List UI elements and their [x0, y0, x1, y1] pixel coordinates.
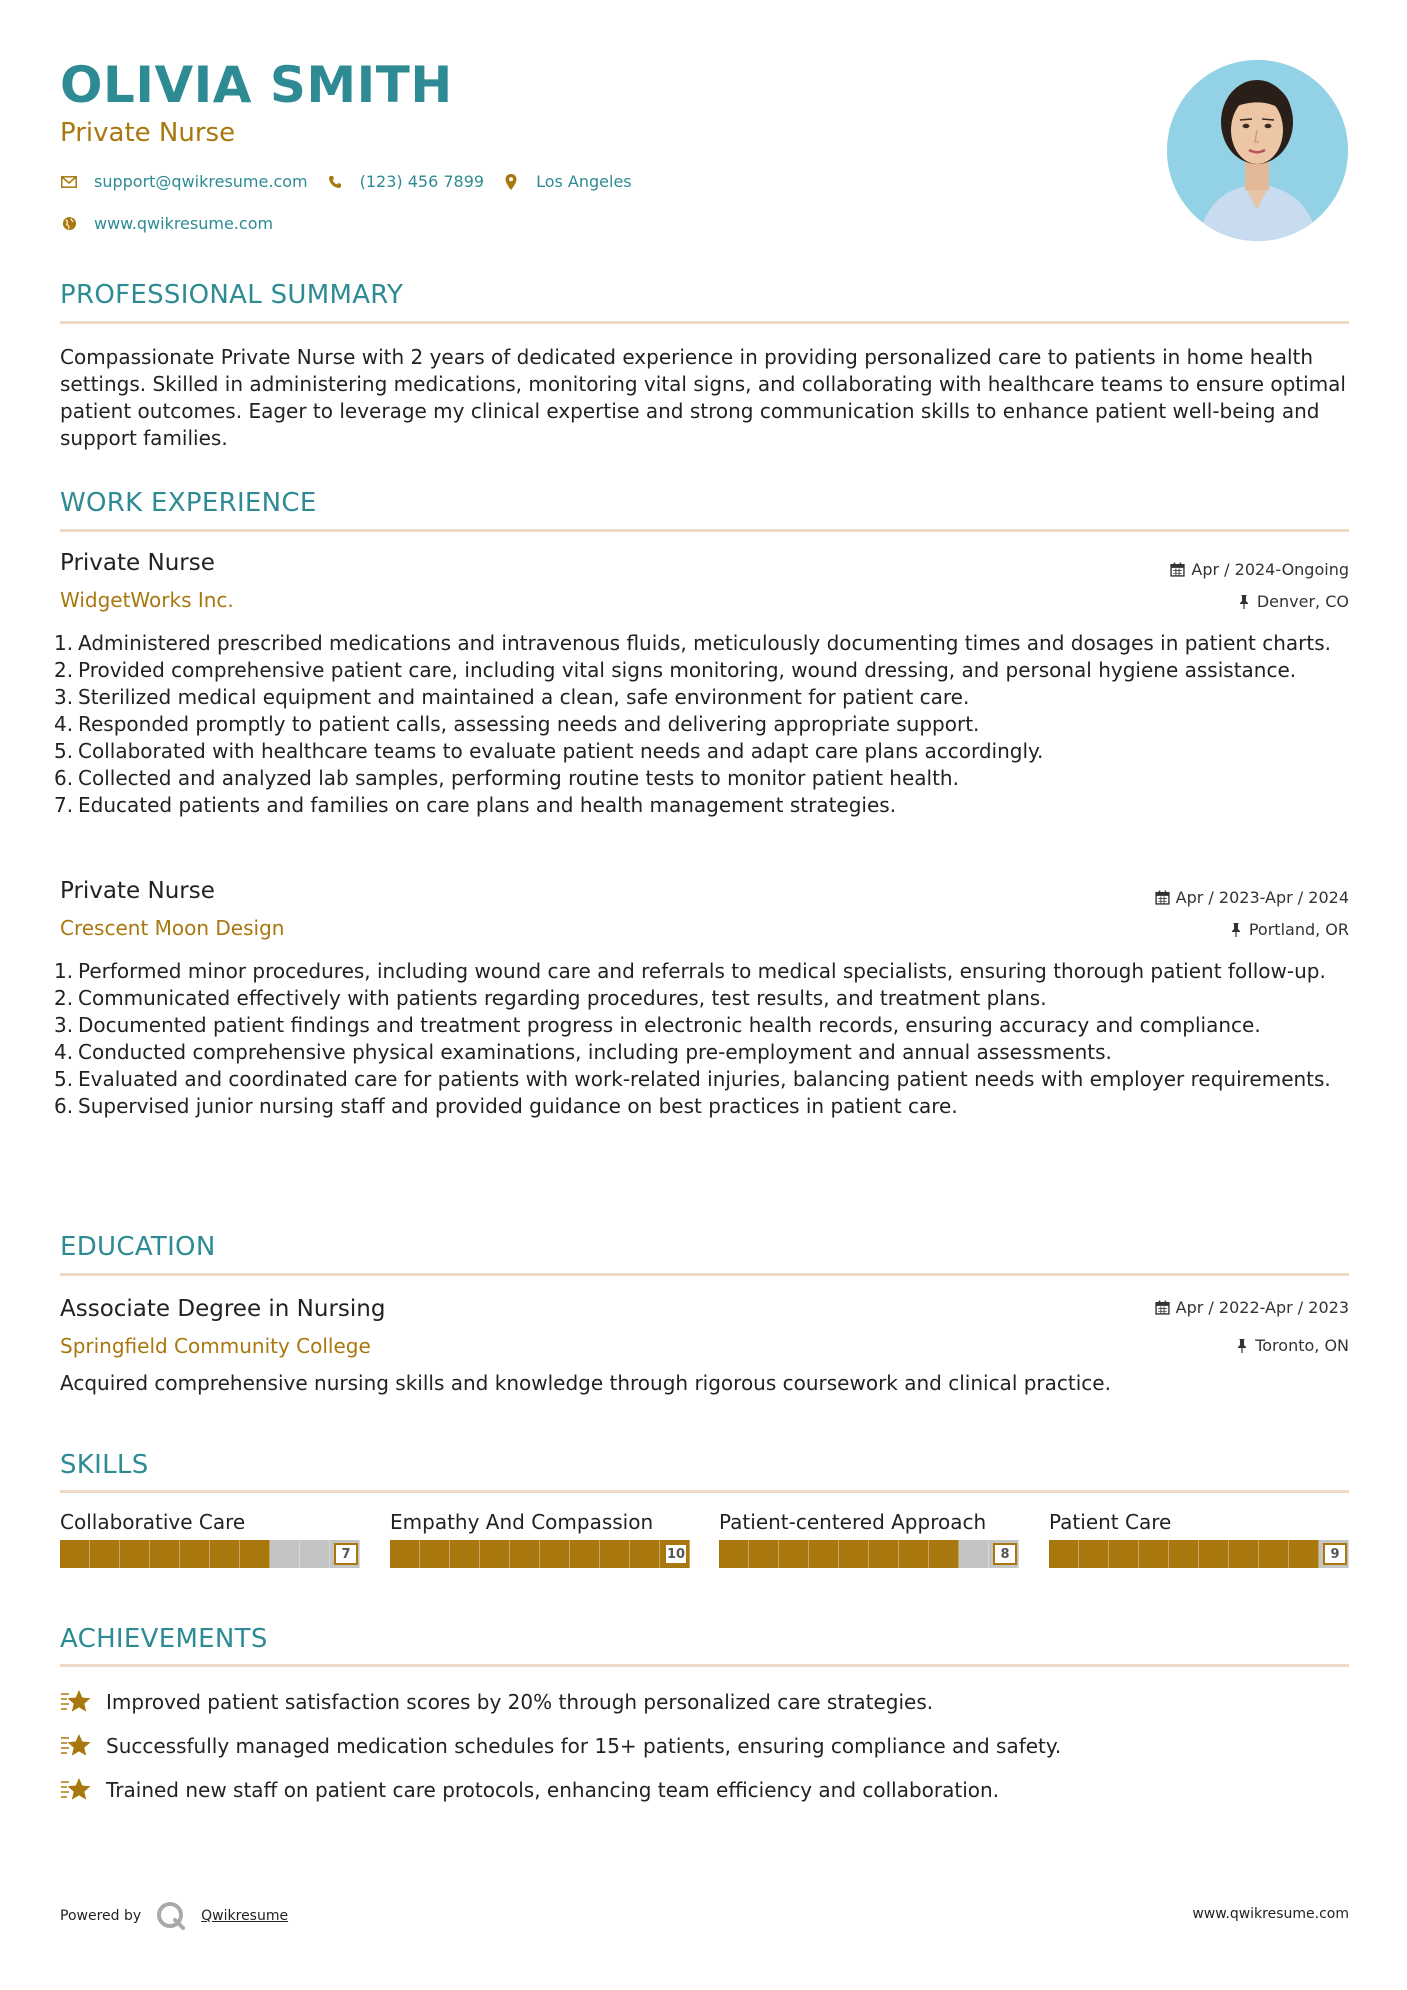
- bullet-text: Collected and analyzed lab samples, performing routine tests to monitor patient health.: [78, 766, 959, 790]
- skill-level-segment: [510, 1540, 540, 1568]
- skill-level-segment: [1139, 1540, 1169, 1568]
- job-bullet-item: [54, 630, 1360, 657]
- email-icon: [60, 173, 78, 191]
- job-bullet-item: [54, 1012, 1360, 1039]
- skill-level-bar: [719, 1540, 1019, 1568]
- section-divider: [60, 1273, 1349, 1276]
- skill-level-segment: [929, 1540, 959, 1568]
- education-dates-text: Apr / 2022-Apr / 2023: [1175, 1298, 1349, 1317]
- achievement-text: Improved patient satisfaction scores by 20% through personalized care strategies.: [106, 1690, 934, 1714]
- bullet-number: 5.: [54, 1067, 74, 1091]
- job-location: [1229, 920, 1349, 939]
- skill-level-segment: [420, 1540, 450, 1568]
- skill-level-segment: [300, 1540, 330, 1568]
- location-text: Los Angeles: [536, 172, 632, 191]
- skill-level-segment: [630, 1540, 660, 1568]
- bullet-number: 1.: [54, 959, 74, 983]
- section-divider: [60, 321, 1349, 324]
- job-bullet-item: [54, 958, 1360, 985]
- skill-level-segment: [779, 1540, 809, 1568]
- skill-level-segment: [90, 1540, 120, 1568]
- skill-name: Empathy And Compassion: [390, 1510, 654, 1534]
- bullet-text: Conducted comprehensive physical examinations, including pre-employment and annual assessments.: [78, 1040, 1112, 1064]
- bullet-text: Documented patient findings and treatment progress in electronic health records, ensuring accuracy and compliance.: [78, 1013, 1261, 1037]
- job-title: Private Nurse: [60, 878, 215, 904]
- job-bullet-item: [54, 1093, 1360, 1120]
- skill-level-segment: [839, 1540, 869, 1568]
- skill-level-segment: [1289, 1540, 1319, 1568]
- bullet-number: 6.: [54, 766, 74, 790]
- skill-level-segment: [210, 1540, 240, 1568]
- achievement-item: [60, 1688, 933, 1716]
- star-award-icon: [60, 1688, 92, 1716]
- skill-name: Patient Care: [1049, 1510, 1172, 1534]
- job-bullet-item: [54, 1039, 1360, 1066]
- skill-level-segment: [809, 1540, 839, 1568]
- skill-level-segment: [719, 1540, 749, 1568]
- skill-level-segment: [270, 1540, 300, 1568]
- skill-level-segment: [540, 1540, 570, 1568]
- section-divider: [60, 529, 1349, 532]
- bullet-number: 4.: [54, 712, 74, 736]
- bullet-number: 2.: [54, 658, 74, 682]
- achievement-item: [60, 1776, 999, 1804]
- achievement-item: [60, 1732, 1061, 1760]
- bullet-number: 3.: [54, 685, 74, 709]
- job-bullet-item: [54, 792, 1360, 819]
- skill-level-segment: [150, 1540, 180, 1568]
- candidate-name: OLIVIA SMITH: [60, 56, 453, 114]
- job-bullet-item: [54, 657, 1360, 684]
- job-company: WidgetWorks Inc.: [60, 588, 234, 612]
- bullet-text: Sterilized medical equipment and maintained a clean, safe environment for patient care.: [78, 685, 970, 709]
- pushpin-icon: [1237, 594, 1251, 609]
- bullet-number: 2.: [54, 986, 74, 1010]
- bullet-number: 3.: [54, 1013, 74, 1037]
- job-title: Private Nurse: [60, 550, 215, 576]
- job-dates-text: Apr / 2024-Ongoing: [1191, 560, 1349, 579]
- candidate-role: Private Nurse: [60, 118, 236, 148]
- bullet-number: 4.: [54, 1040, 74, 1064]
- skill-level-segment: [1169, 1540, 1199, 1568]
- job-location-text: Denver, CO: [1256, 592, 1349, 611]
- email-link[interactable]: support@qwikresume.com: [94, 172, 308, 191]
- bullet-text: Provided comprehensive patient care, including vital signs monitoring, wound dressing, and personal hygiene assistance.: [78, 658, 1297, 682]
- skill-level-segment: [570, 1540, 600, 1568]
- skill-level-segment: [240, 1540, 270, 1568]
- job-bullet-item: [54, 711, 1360, 738]
- achievement-text: Successfully managed medication schedules for 15+ patients, ensuring compliance and safety.: [106, 1734, 1062, 1758]
- skill-level-bar: [60, 1540, 360, 1568]
- skill-level-segment: [60, 1540, 90, 1568]
- skill-level-segment: [1229, 1540, 1259, 1568]
- skill-score-badge: 9: [1323, 1543, 1347, 1565]
- bullet-text: Responded promptly to patient calls, assessing needs and delivering appropriate support.: [78, 712, 980, 736]
- globe-icon: [60, 215, 78, 233]
- bullet-text: Communicated effectively with patients regarding procedures, test results, and treatment plans.: [78, 986, 1047, 1010]
- bullet-number: 5.: [54, 739, 74, 763]
- section-title-experience: WORK EXPERIENCE: [60, 488, 317, 518]
- footer-powered-by: [60, 1900, 288, 1932]
- calendar-icon: [1170, 562, 1185, 577]
- job-bullets: [54, 630, 1360, 819]
- job-bullets: [54, 958, 1360, 1120]
- skill-level-segment: [1109, 1540, 1139, 1568]
- bullet-number: 6.: [54, 1094, 74, 1118]
- section-title-skills: SKILLS: [60, 1450, 149, 1480]
- phone-link[interactable]: (123) 456 7899: [359, 172, 485, 191]
- job-bullet-item: [54, 765, 1360, 792]
- pushpin-icon: [1229, 922, 1243, 937]
- skill-name: Patient-centered Approach: [719, 1510, 987, 1534]
- skill-item: [719, 1510, 1019, 1568]
- section-title-achievements: ACHIEVEMENTS: [60, 1624, 268, 1654]
- skill-score-badge: 10: [664, 1543, 688, 1565]
- skill-level-segment: [1079, 1540, 1109, 1568]
- skill-level-segment: [120, 1540, 150, 1568]
- bullet-number: 1.: [54, 631, 74, 655]
- skill-score-badge: 7: [334, 1543, 358, 1565]
- skill-item: [1049, 1510, 1349, 1568]
- skill-level-segment: [1049, 1540, 1079, 1568]
- skill-level-segment: [1259, 1540, 1289, 1568]
- skill-level-segment: [749, 1540, 779, 1568]
- education-description: Acquired comprehensive nursing skills and knowledge through rigorous coursework and clinical practice.: [60, 1371, 1111, 1395]
- skill-level-segment: [959, 1540, 989, 1568]
- job-bullet-item: [54, 985, 1360, 1012]
- job-dates: [1170, 560, 1349, 579]
- section-divider: [60, 1664, 1349, 1667]
- contact-row-secondary: [60, 214, 291, 233]
- skill-level-segment: [1199, 1540, 1229, 1568]
- summary-text: Compassionate Private Nurse with 2 years of dedicated experience in providing personalized care to patients in home health settings. Skilled in administering medications, monitoring vital signs, and collaborating with healthcare teams to ensure optimal patient outcomes. Eager to leverage my clinical expertise and strong communication skills to enhance patient well-being and support families.: [60, 345, 1346, 450]
- pushpin-icon: [1235, 1338, 1249, 1353]
- job-dates: [1155, 888, 1349, 907]
- skill-item: [390, 1510, 690, 1568]
- skill-level-segment: [450, 1540, 480, 1568]
- bullet-text: Administered prescribed medications and intravenous fluids, meticulously documenting times and dosages in patient charts.: [78, 631, 1332, 655]
- education-degree: Associate Degree in Nursing: [60, 1296, 386, 1322]
- calendar-icon: [1155, 890, 1170, 905]
- skill-level-segment: [180, 1540, 210, 1568]
- bullet-number: 7.: [54, 793, 74, 817]
- star-award-icon: [60, 1776, 92, 1804]
- job-location: [1237, 592, 1349, 611]
- education-location: [1235, 1336, 1349, 1355]
- section-title-summary: PROFESSIONAL SUMMARY: [60, 280, 404, 310]
- skill-item: [60, 1510, 360, 1568]
- job-company: Crescent Moon Design: [60, 916, 285, 940]
- job-location-text: Portland, OR: [1248, 920, 1349, 939]
- skill-level-segment: [390, 1540, 420, 1568]
- skill-level-segment: [869, 1540, 899, 1568]
- bullet-text: Performed minor procedures, including wound care and referrals to medical specialists, ensuring thorough patient follow-up.: [78, 959, 1326, 983]
- job-bullet-item: [54, 1066, 1360, 1093]
- job-dates-text: Apr / 2023-Apr / 2024: [1175, 888, 1349, 907]
- qwikresume-link[interactable]: Qwikresume: [201, 1908, 289, 1924]
- skill-level-bar: [390, 1540, 690, 1568]
- bullet-text: Educated patients and families on care plans and health management strategies.: [78, 793, 897, 817]
- footer-website-link[interactable]: www.qwikresume.com: [1192, 1906, 1349, 1922]
- bullet-text: Collaborated with healthcare teams to evaluate patient needs and adapt care plans accordingly.: [78, 739, 1044, 763]
- skill-level-segment: [899, 1540, 929, 1568]
- section-divider: [60, 1490, 1349, 1493]
- bullet-text: Supervised junior nursing staff and provided guidance on best practices in patient care.: [78, 1094, 958, 1118]
- section-title-education: EDUCATION: [60, 1232, 216, 1262]
- education-school: Springfield Community College: [60, 1334, 371, 1358]
- job-bullet-item: [54, 738, 1360, 765]
- skill-level-segment: [600, 1540, 630, 1568]
- skill-name: Collaborative Care: [60, 1510, 246, 1534]
- education-location-text: Toronto, ON: [1255, 1336, 1349, 1355]
- contact-row-primary: [60, 172, 650, 191]
- skill-level-bar: [1049, 1540, 1349, 1568]
- achievement-text: Trained new staff on patient care protocols, enhancing team efficiency and collaboration.: [106, 1778, 1000, 1802]
- qwikresume-logo-icon: [155, 1900, 187, 1932]
- education-dates: [1155, 1298, 1349, 1317]
- star-award-icon: [60, 1732, 92, 1760]
- job-bullet-item: [54, 684, 1360, 711]
- website-link[interactable]: www.qwikresume.com: [94, 214, 274, 233]
- calendar-icon: [1155, 1300, 1170, 1315]
- bullet-text: Evaluated and coordinated care for patients with work-related injuries, balancing patient needs with employer requirements.: [78, 1067, 1331, 1091]
- skill-level-segment: [480, 1540, 510, 1568]
- skill-score-badge: 8: [993, 1543, 1017, 1565]
- phone-icon: [326, 173, 344, 191]
- profile-photo: [1167, 60, 1348, 241]
- powered-by-label: Powered by: [60, 1908, 142, 1924]
- location-pin-icon: [502, 173, 520, 191]
